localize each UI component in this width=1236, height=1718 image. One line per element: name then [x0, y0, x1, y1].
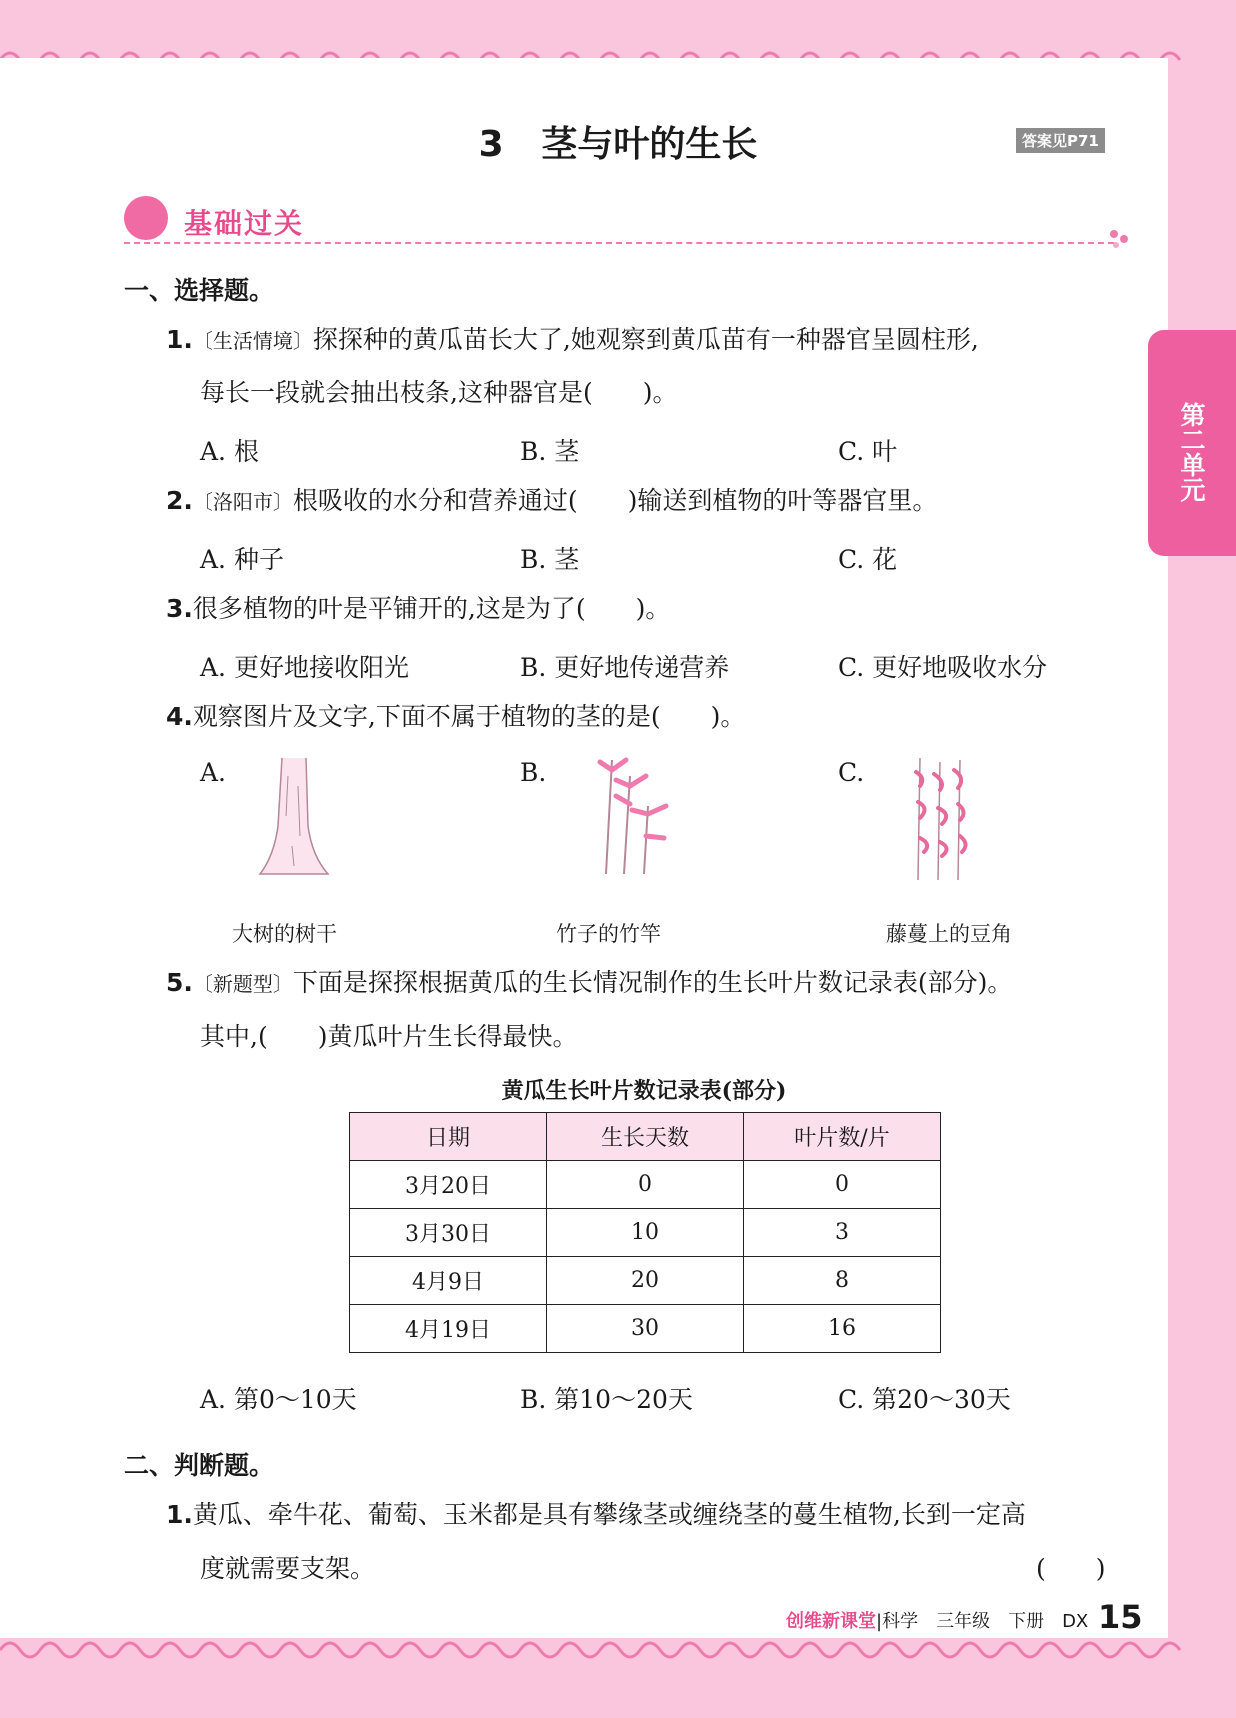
q1-line1	[166, 325, 979, 356]
table-cell-leaves: 3	[744, 1209, 941, 1257]
table-caption: 黄瓜生长叶片数记录表(部分)	[501, 1078, 787, 1104]
lesson-title: 茎与叶的生长	[541, 124, 758, 165]
bamboo-illustration	[586, 756, 676, 876]
q2-text: 根吸收的水分和营养通过( )输送到植物的叶等器官里。	[292, 486, 938, 515]
table-cell-leaves: 0	[744, 1161, 941, 1209]
footer-info	[786, 1607, 1088, 1633]
unit-side-tab-label: 第二单元	[1177, 402, 1206, 502]
student-icon	[124, 196, 168, 240]
table-row	[350, 1305, 941, 1353]
q1-text: 探探种的黄瓜苗长大了,她观察到黄瓜苗有一种器官呈圆柱形,	[312, 325, 979, 354]
part2-heading: 二、判断题。	[124, 1451, 275, 1480]
q2-line1	[166, 486, 937, 517]
q2-option-a: A. 种子	[200, 545, 284, 574]
table-cell-leaves: 8	[744, 1257, 941, 1305]
q4-number: 4.	[166, 702, 193, 731]
q4-option-a: A.	[200, 758, 227, 787]
p2q1-line1	[166, 1500, 1026, 1530]
section-divider	[124, 242, 1114, 244]
growth-record-table	[349, 1112, 941, 1353]
q2-number: 2.	[166, 486, 193, 515]
lesson-number: 3	[478, 124, 504, 165]
answer-reference-badge: 答案见P71	[1016, 128, 1105, 153]
q2-tag: 〔洛阳市〕	[192, 490, 293, 514]
table-row	[350, 1257, 941, 1305]
q3-number: 3.	[166, 594, 193, 623]
table-cell-date: 4月9日	[350, 1257, 547, 1305]
q3-option-a: A. 更好地接收阳光	[200, 653, 409, 682]
q1-option-a: A. 根	[200, 437, 259, 466]
table-cell-date: 4月19日	[350, 1305, 547, 1353]
q5-number: 5.	[166, 968, 193, 997]
table-header-date: 日期	[350, 1113, 547, 1161]
table-cell-days: 10	[547, 1209, 744, 1257]
q5-line1	[166, 968, 1012, 999]
bottom-wave-border	[0, 1630, 1236, 1670]
section-banner-label: 基础过关	[184, 207, 305, 240]
footer-separator: |	[876, 1611, 883, 1632]
q1-option-b: B. 茎	[520, 437, 580, 466]
part1-heading: 一、选择题。	[124, 276, 275, 305]
tree-trunk-illustration	[254, 756, 334, 878]
bean-vine-illustration	[904, 752, 978, 884]
table-header-row	[350, 1113, 941, 1161]
footer-book-info: 科学 三年级 下册 DX	[882, 1611, 1089, 1632]
q4-option-c: C.	[838, 758, 865, 787]
q5-option-a: A. 第0～10天	[200, 1385, 357, 1414]
p2q1-line2: 度就需要支架。	[200, 1554, 376, 1583]
table-cell-days: 0	[547, 1161, 744, 1209]
p2q1-text: 黄瓜、牵牛花、葡萄、玉米都是具有攀缘茎或缠绕茎的蔓生植物,长到一定高	[192, 1500, 1026, 1529]
table-cell-leaves: 16	[744, 1305, 941, 1353]
p2q1-number: 1.	[166, 1500, 193, 1529]
q4-option-b: B.	[520, 758, 547, 787]
q1-number: 1.	[166, 325, 193, 354]
page-number: 15	[1098, 1598, 1143, 1636]
q4-caption-c: 藤蔓上的豆角	[886, 922, 1012, 946]
q3-line1	[166, 594, 670, 624]
table-cell-days: 30	[547, 1305, 744, 1353]
q1-option-c: C. 叶	[838, 437, 898, 466]
q1-tag: 〔生活情境〕	[192, 329, 313, 353]
q4-text: 观察图片及文字,下面不属于植物的茎的是( )。	[192, 702, 746, 731]
table-header-leaves: 叶片数/片	[744, 1113, 941, 1161]
table-header-days: 生长天数	[547, 1113, 744, 1161]
table-row	[350, 1161, 941, 1209]
q3-text: 很多植物的叶是平铺开的,这是为了( )。	[192, 594, 671, 623]
table-row	[350, 1209, 941, 1257]
q2-option-b: B. 茎	[520, 545, 580, 574]
q4-caption-a: 大树的树干	[232, 922, 337, 946]
q5-option-b: B. 第10～20天	[520, 1385, 693, 1414]
table-cell-days: 20	[547, 1257, 744, 1305]
table-cell-date: 3月30日	[350, 1209, 547, 1257]
q1-line2: 每长一段就会抽出枝条,这种器官是( )。	[200, 378, 678, 407]
q3-option-c: C. 更好地吸收水分	[838, 653, 1048, 682]
table-cell-date: 3月20日	[350, 1161, 547, 1209]
q5-text: 下面是探探根据黄瓜的生长情况制作的生长叶片数记录表(部分)。	[292, 968, 1013, 997]
footer-brand: 创维新课堂	[786, 1611, 876, 1632]
q5-tag: 〔新题型〕	[192, 972, 293, 996]
unit-side-tab	[1148, 330, 1236, 556]
decor-dots-icon	[1108, 228, 1130, 250]
q5-line2: 其中,( )黄瓜叶片生长得最快。	[200, 1022, 578, 1051]
q5-option-c: C. 第20～30天	[838, 1385, 1011, 1414]
q2-option-c: C. 花	[838, 545, 898, 574]
q4-caption-b: 竹子的竹竿	[556, 922, 661, 946]
q4-line1	[166, 702, 745, 732]
q3-option-b: B. 更好地传递营养	[520, 653, 730, 682]
p2q1-answer-blank: ( )	[1036, 1554, 1106, 1583]
